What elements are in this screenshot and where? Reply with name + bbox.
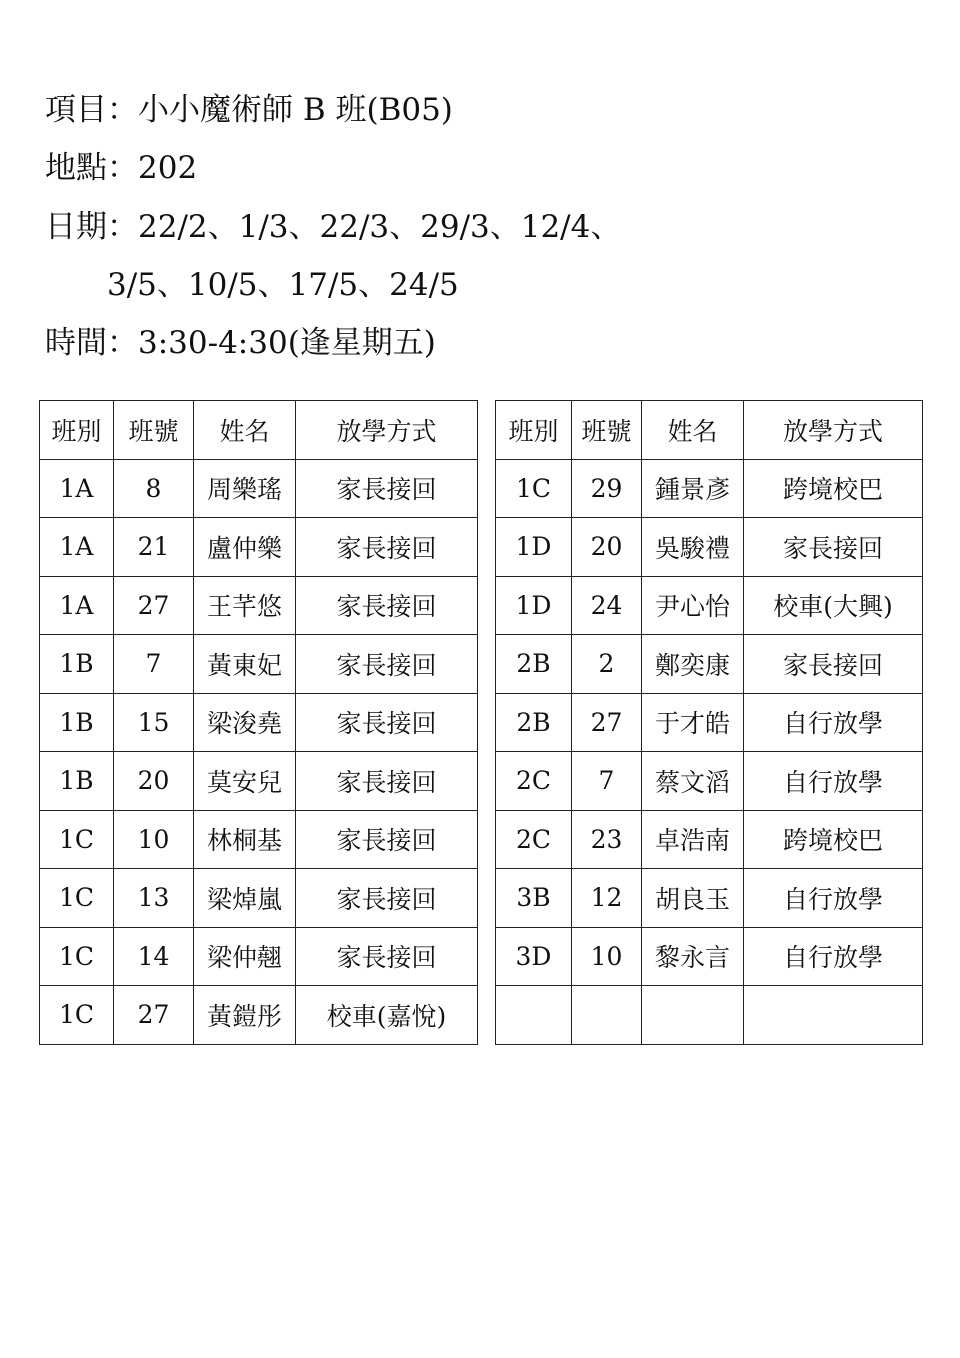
- cell-number: 27: [114, 986, 194, 1045]
- cell-class: 1B: [40, 752, 114, 811]
- table-row: [40, 576, 478, 635]
- cell-number: 13: [114, 869, 194, 928]
- cell-class: [496, 986, 572, 1045]
- cell-dismissal: 跨境校巴: [744, 459, 923, 518]
- time-line: [45, 323, 436, 363]
- cell-dismissal: 自行放學: [744, 869, 923, 928]
- cell-class: 1C: [40, 986, 114, 1045]
- column-header-number: 班號: [114, 401, 194, 460]
- table-header-row: [40, 401, 478, 460]
- location-label: 地點：: [45, 150, 138, 186]
- cell-name: 卓浩南: [642, 810, 744, 869]
- cell-dismissal: 家長接回: [744, 635, 923, 694]
- cell-dismissal: 家長接回: [296, 810, 478, 869]
- cell-number: 21: [114, 518, 194, 577]
- cell-class: 1C: [40, 927, 114, 986]
- cell-number: 29: [572, 459, 642, 518]
- cell-number: 12: [572, 869, 642, 928]
- cell-dismissal: [744, 986, 923, 1045]
- cell-number: 7: [572, 752, 642, 811]
- cell-name: 鍾景彥: [642, 459, 744, 518]
- cell-number: 10: [114, 810, 194, 869]
- table-row: [40, 869, 478, 928]
- cell-class: 2C: [496, 810, 572, 869]
- cell-name: 黎永言: [642, 927, 744, 986]
- cell-name: 莫安兒: [194, 752, 296, 811]
- location-value: 202: [138, 150, 198, 186]
- cell-dismissal: 校車(大興): [744, 576, 923, 635]
- table-row: [40, 752, 478, 811]
- cell-dismissal: 家長接回: [296, 752, 478, 811]
- cell-class: 1C: [40, 869, 114, 928]
- table-row: [496, 518, 923, 577]
- cell-class: 1B: [40, 693, 114, 752]
- column-header-name: 姓名: [642, 401, 744, 460]
- cell-name: 梁浚堯: [194, 693, 296, 752]
- cell-name: 蔡文滔: [642, 752, 744, 811]
- cell-class: 3D: [496, 927, 572, 986]
- date-line: [45, 207, 621, 247]
- cell-number: 2: [572, 635, 642, 694]
- cell-dismissal: 家長接回: [296, 635, 478, 694]
- cell-number: 10: [572, 927, 642, 986]
- item-label: 項目：: [45, 92, 138, 128]
- cell-dismissal: 自行放學: [744, 927, 923, 986]
- item-value: 小小魔術師 B 班(B05): [138, 92, 453, 128]
- cell-number: 8: [114, 459, 194, 518]
- cell-number: 20: [572, 518, 642, 577]
- student-table-left: [39, 400, 478, 1045]
- table-row: [40, 693, 478, 752]
- column-header-dismissal: 放學方式: [296, 401, 478, 460]
- table-row: [40, 986, 478, 1045]
- cell-class: 1C: [496, 459, 572, 518]
- table-row: [496, 576, 923, 635]
- column-header-dismissal: 放學方式: [744, 401, 923, 460]
- cell-number: 15: [114, 693, 194, 752]
- table-row: [40, 927, 478, 986]
- cell-name: 梁仲翹: [194, 927, 296, 986]
- cell-number: 23: [572, 810, 642, 869]
- cell-dismissal: 自行放學: [744, 693, 923, 752]
- date-value-line2: 3/5、10/5、17/5、24/5: [107, 267, 459, 303]
- cell-name: 王芊悠: [194, 576, 296, 635]
- cell-name: 盧仲樂: [194, 518, 296, 577]
- date-label: 日期：: [45, 209, 138, 245]
- time-value: 3:30-4:30(逢星期五): [138, 325, 436, 361]
- cell-class: 1A: [40, 576, 114, 635]
- cell-name: 于才皓: [642, 693, 744, 752]
- cell-class: 1B: [40, 635, 114, 694]
- date-line-continued: [107, 265, 459, 305]
- table-row: [496, 869, 923, 928]
- cell-number: 7: [114, 635, 194, 694]
- cell-class: 2C: [496, 752, 572, 811]
- student-table-right: [495, 400, 923, 1045]
- column-header-class: 班別: [40, 401, 114, 460]
- cell-name: 梁焯嵐: [194, 869, 296, 928]
- column-header-name: 姓名: [194, 401, 296, 460]
- cell-dismissal: 家長接回: [296, 576, 478, 635]
- cell-number: [572, 986, 642, 1045]
- table-row: [496, 927, 923, 986]
- cell-name: 黃鎧彤: [194, 986, 296, 1045]
- cell-class: 1C: [40, 810, 114, 869]
- cell-dismissal: 家長接回: [296, 459, 478, 518]
- column-header-number: 班號: [572, 401, 642, 460]
- table-row: [496, 752, 923, 811]
- cell-class: 3B: [496, 869, 572, 928]
- table-row: [40, 518, 478, 577]
- table-row: [40, 635, 478, 694]
- table-row: [496, 635, 923, 694]
- cell-number: 24: [572, 576, 642, 635]
- cell-name: 吳駿禮: [642, 518, 744, 577]
- cell-class: 2B: [496, 635, 572, 694]
- cell-class: 2B: [496, 693, 572, 752]
- cell-dismissal: 家長接回: [296, 927, 478, 986]
- date-value-line1: 22/2、1/3、22/3、29/3、12/4、: [138, 209, 622, 245]
- cell-dismissal: 家長接回: [744, 518, 923, 577]
- table-row: [496, 459, 923, 518]
- cell-dismissal: 家長接回: [296, 518, 478, 577]
- cell-name: 黃東妃: [194, 635, 296, 694]
- cell-number: 27: [572, 693, 642, 752]
- cell-number: 20: [114, 752, 194, 811]
- table-row: [40, 810, 478, 869]
- cell-number: 27: [114, 576, 194, 635]
- cell-dismissal: 家長接回: [296, 869, 478, 928]
- time-label: 時間：: [45, 325, 138, 361]
- table-row: [40, 459, 478, 518]
- cell-number: 14: [114, 927, 194, 986]
- cell-name: [642, 986, 744, 1045]
- cell-class: 1D: [496, 518, 572, 577]
- cell-class: 1D: [496, 576, 572, 635]
- cell-dismissal: 自行放學: [744, 752, 923, 811]
- table-row: [496, 693, 923, 752]
- cell-name: 尹心怡: [642, 576, 744, 635]
- table-header-row: [496, 401, 923, 460]
- cell-dismissal: 校車(嘉悅): [296, 986, 478, 1045]
- cell-name: 鄭奕康: [642, 635, 744, 694]
- table-row-empty: [496, 986, 923, 1045]
- cell-name: 周樂瑤: [194, 459, 296, 518]
- cell-class: 1A: [40, 518, 114, 577]
- table-row: [496, 810, 923, 869]
- cell-dismissal: 跨境校巴: [744, 810, 923, 869]
- item-line: [45, 90, 453, 130]
- cell-dismissal: 家長接回: [296, 693, 478, 752]
- column-header-class: 班別: [496, 401, 572, 460]
- location-line: [45, 148, 197, 188]
- cell-class: 1A: [40, 459, 114, 518]
- cell-name: 林桐基: [194, 810, 296, 869]
- cell-name: 胡良玉: [642, 869, 744, 928]
